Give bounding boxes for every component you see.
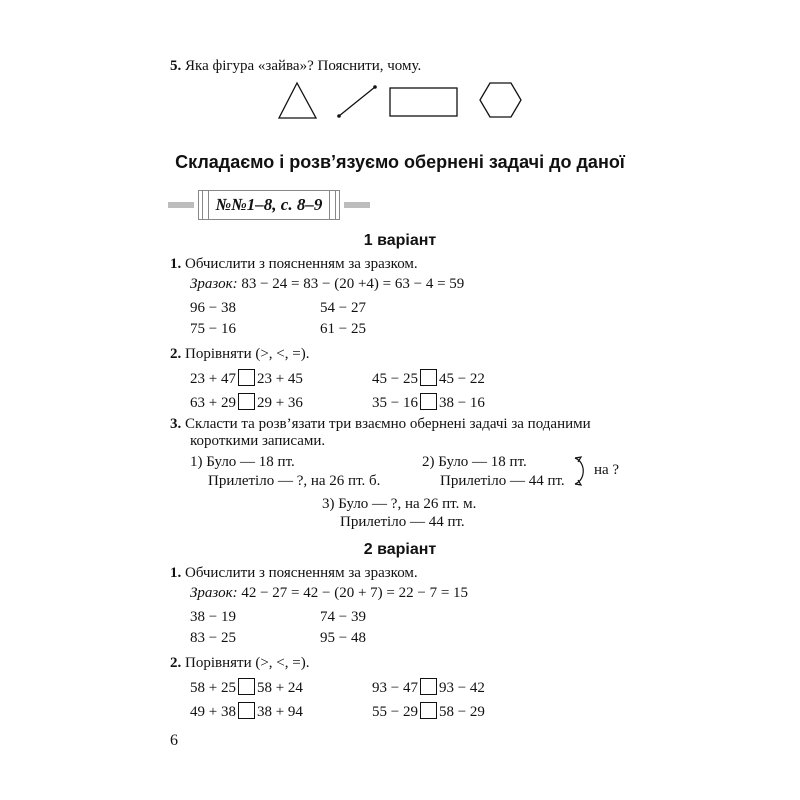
segment-end-point (337, 114, 341, 118)
segment-shape (339, 87, 375, 116)
task-text: Обчислити з поясненням за зразком. (185, 565, 418, 581)
right-expression: 38 − 16 (438, 395, 485, 411)
expression: 96 − 38 (190, 300, 236, 316)
task-5 (170, 58, 421, 75)
right-expression: 29 + 36 (256, 395, 303, 411)
task-text: Порівняти (>, <, =). (185, 655, 310, 671)
task-number: 1. (170, 565, 182, 581)
v2-sample (190, 585, 468, 602)
comparison (372, 702, 485, 721)
v2-task-2 (170, 655, 309, 672)
expression: 74 − 39 (320, 609, 366, 625)
task-text: Обчислити з поясненням за зразком. (185, 256, 418, 272)
short-note: Прилетіло — ?, на 26 пт. б. (208, 473, 381, 489)
task-text: Скласти та розв’язати три взаємно обернені задачі за поданими (185, 416, 591, 432)
sample-text: 83 − 24 = 83 − (20 +4) = 63 − 4 = 59 (237, 276, 465, 292)
answer-box[interactable] (420, 678, 437, 695)
comparison (190, 678, 303, 697)
expression: 75 − 16 (190, 321, 236, 337)
right-expression: 93 − 42 (438, 680, 485, 696)
short-note: 3) Було — ?, на 26 пт. м. (322, 496, 477, 512)
hexagon-shape (480, 83, 521, 117)
left-expression: 55 − 29 (372, 704, 418, 720)
task-text: Порівняти (>, <, =). (185, 346, 310, 362)
left-expression: 23 + 47 (190, 371, 236, 387)
expression: 54 − 27 (320, 300, 366, 316)
short-note: Прилетіло — 44 пт. (340, 514, 465, 530)
right-expression: 58 + 24 (256, 680, 303, 696)
figures (270, 80, 530, 125)
task-text: Яка фігура «зайва»? Пояснити, чому. (185, 58, 422, 74)
comparison (372, 369, 485, 388)
left-expression: 63 + 29 (190, 395, 236, 411)
variant-1-title: 1 варіант (363, 232, 437, 249)
expression: 83 − 25 (190, 630, 236, 646)
sample-label: Зразок: (190, 276, 238, 292)
right-expression: 58 − 29 (438, 704, 485, 720)
brace-arrow-icon (572, 454, 594, 488)
v1-task-3 (170, 416, 591, 433)
page-number: 6 (170, 732, 178, 749)
sample-label: Зразок: (190, 585, 238, 601)
left-expression: 58 + 25 (190, 680, 236, 696)
left-expression: 93 − 47 (372, 680, 418, 696)
expression: 61 − 25 (320, 321, 366, 337)
answer-box[interactable] (238, 369, 255, 386)
left-expression: 45 − 25 (372, 371, 418, 387)
sample-text: 42 − 27 = 42 − (20 + 7) = 22 − 7 = 15 (237, 585, 469, 601)
task-number: 5. (170, 58, 182, 74)
section-title: Складаємо і розв’язуємо обернені задачі до даної (175, 152, 625, 172)
short-note: Прилетіло — 44 пт. (440, 473, 565, 489)
answer-box[interactable] (238, 702, 255, 719)
comparison (372, 393, 485, 412)
answer-box[interactable] (238, 393, 255, 410)
triangle-shape (279, 83, 316, 118)
expression: 38 − 19 (190, 609, 236, 625)
answer-box[interactable] (420, 393, 437, 410)
task-text-cont: короткими записами. (190, 433, 326, 449)
comparison (372, 678, 485, 697)
reference-bar-right (344, 202, 370, 208)
v2-task-1 (170, 565, 418, 582)
answer-box[interactable] (420, 702, 437, 719)
short-note: 1) Було — 18 пт. (190, 454, 295, 470)
answer-box[interactable] (238, 678, 255, 695)
variant-2-title: 2 варіант (363, 541, 437, 558)
task-number: 3. (170, 416, 182, 432)
right-expression: 45 − 22 (438, 371, 485, 387)
task-number: 2. (170, 346, 182, 362)
left-expression: 35 − 16 (372, 395, 418, 411)
expression: 95 − 48 (320, 630, 366, 646)
rectangle-shape (390, 88, 457, 116)
v1-task-2 (170, 346, 309, 363)
comparison (190, 702, 303, 721)
v1-sample (190, 276, 464, 293)
segment-end-point (373, 85, 377, 89)
right-expression: 38 + 94 (256, 704, 303, 720)
comparison (190, 393, 303, 412)
task-number: 1. (170, 256, 182, 272)
task-number: 2. (170, 655, 182, 671)
v1-task-1 (170, 256, 418, 273)
comparison (190, 369, 303, 388)
answer-box[interactable] (420, 369, 437, 386)
reference-bar-left (168, 202, 194, 208)
reference-box: №№1–8, с. 8–9 (198, 190, 340, 220)
short-note: 2) Було — 18 пт. (422, 454, 527, 470)
question-note: на ? (594, 462, 620, 478)
left-expression: 49 + 38 (190, 704, 236, 720)
right-expression: 23 + 45 (256, 371, 303, 387)
